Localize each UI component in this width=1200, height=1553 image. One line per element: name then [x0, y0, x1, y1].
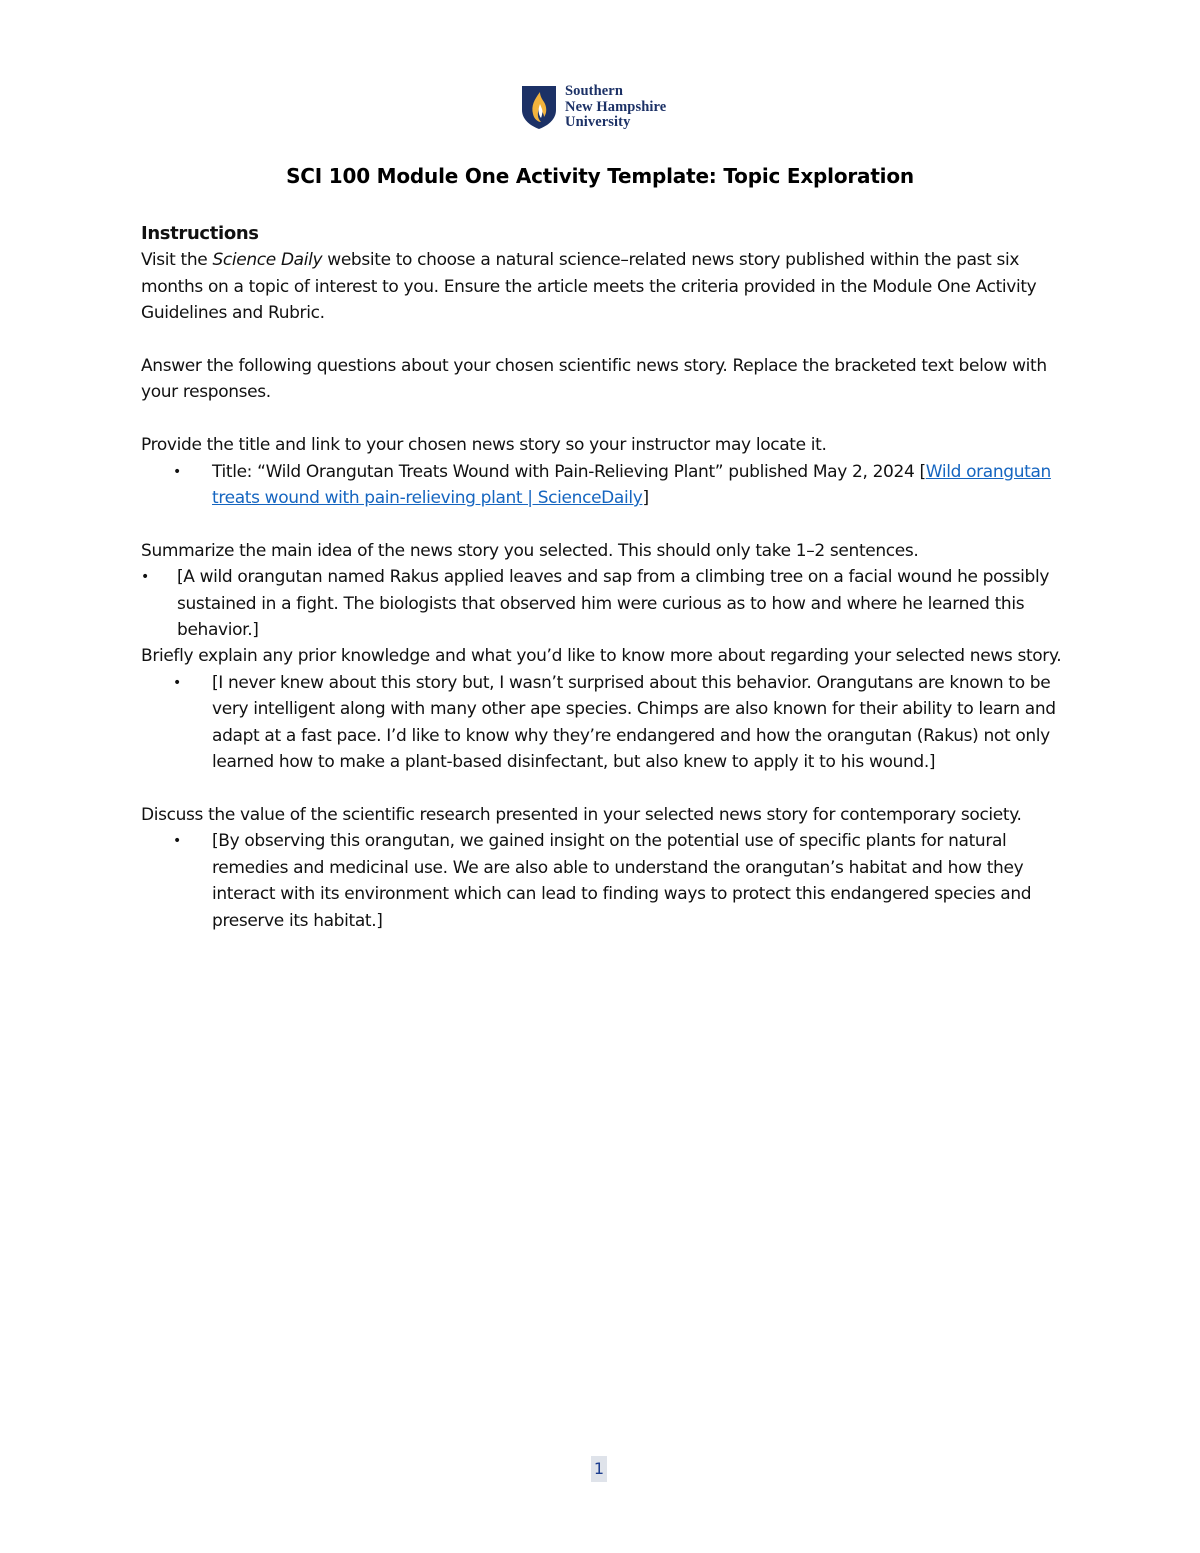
logo-line-1: Southern: [565, 83, 624, 99]
question-3-answer-list: [141, 670, 1071, 776]
logo-wordmark: [565, 84, 666, 131]
document-body: [141, 221, 1071, 934]
bullet-icon: •: [173, 463, 181, 480]
list-item: [141, 459, 1071, 512]
question-2-prompt: Summarize the main idea of the news story you selected. This should only take 1–2 sentences.: [141, 540, 919, 561]
question-4-prompt: Discuss the value of the scientific research presented in your selected news story for contemporary society.: [141, 804, 1022, 825]
question-1-prompt: Provide the title and link to your chosen news story so your instructor may locate it.: [141, 435, 827, 456]
instructions-text-a: Visit the: [141, 250, 213, 271]
instructions-paragraph-2: Answer the following questions about your chosen scientific news story. Replace the bracketed text below with your responses.: [141, 356, 1047, 403]
list-item: [141, 828, 1071, 934]
list-item: [141, 670, 1071, 776]
answer-3-text: [I never knew about this story but, I wasn’t surprised about this behavior. Orangutans are known to be very intelligent along with many other ape species. Chimps are also known for their ability to learn and adapt at a fast pace. I’d like to know why they’re endangered and how the orangutan (Rakus) not only learned how to make a plant-based disinfectant, but also knew to apply it to his wound.]: [212, 672, 1056, 773]
answer-4-text: [By observing this orangutan, we gained insight on the potential use of specific plants for natural remedies and medicinal use. We are also able to understand the orangutan’s habitat and how they interact with its environment which can lead to finding ways to protect this endangered species and preserve its habitat.]: [212, 831, 1032, 931]
bullet-icon: •: [173, 833, 181, 850]
instructions-heading: Instructions: [141, 223, 259, 244]
university-logo: [521, 84, 666, 131]
question-1-answer-list: [141, 459, 1071, 512]
instructions-paragraph-1: [141, 247, 1071, 326]
flame-shield-icon: [521, 84, 557, 130]
instructions-text-b: website to choose a natural science–related news story published within the past six months on a topic of interest to you. Ensure the article meets the criteria provided in the Module One Activity Guidelines and Rubric.: [141, 250, 1037, 324]
answer-2-text: [A wild orangutan named Rakus applied leaves and sap from a climbing tree on a facial wound he possibly sustained in a fight. The biologists that observed him were curious as to how and where he learned this behavior.]: [177, 567, 1050, 641]
question-2-answer-list: [141, 564, 1071, 643]
question-4-answer-list: [141, 828, 1071, 934]
answer-1-text-b: ]: [642, 488, 649, 509]
list-item: [141, 564, 1071, 643]
article-link[interactable]: Wild orangutan treats wound with pain-relieving plant | ScienceDaily: [212, 461, 1051, 509]
bullet-icon: •: [173, 674, 181, 691]
question-3-prompt: Briefly explain any prior knowledge and what you’d like to know more about regarding your selected news story.: [141, 646, 1062, 667]
answer-1-text-a: Title: “Wild Orangutan Treats Wound with Pain-Relieving Plant” published May 2, 2024 [: [212, 461, 926, 482]
document-title: SCI 100 Module One Activity Template: Topic Exploration: [286, 164, 914, 188]
logo-line-3: University: [565, 114, 631, 130]
page-number: 1: [591, 1456, 607, 1482]
bullet-icon: •: [141, 569, 149, 586]
logo-line-2: New Hampshire: [565, 98, 667, 115]
science-daily-name: Science Daily: [212, 250, 323, 271]
